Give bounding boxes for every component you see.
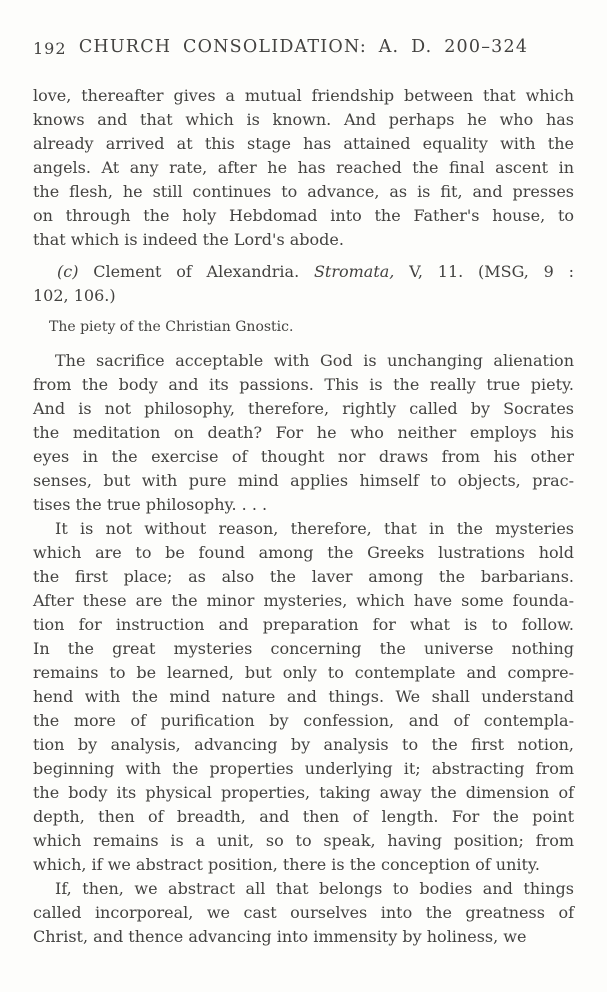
paragraph-continuation [33, 84, 574, 252]
text-line: depth, then of breadth, and then of length. For the point [33, 807, 574, 826]
text-line: the flesh, he still continues to advance, as is fit, and presses [33, 182, 574, 201]
citation-prefix: Clement of Alexandria. [78, 262, 314, 281]
text-line: the meditation on death? For he who neither employs his [33, 423, 574, 442]
page-header [33, 37, 574, 61]
paragraph-sacrifice [33, 349, 574, 517]
text-line: beginning with the properties underlying it; abstracting from [33, 759, 574, 778]
text-line: tion for instruction and preparation for what is to follow. [33, 615, 574, 634]
section-caption: The piety of the Christian Gnostic. [49, 319, 294, 335]
text-line: If, then, we abstract all that belongs to bodies and things [55, 879, 574, 898]
page-number: 192 [33, 39, 67, 58]
text-line: the body its physical properties, taking away the dimension of [33, 783, 574, 802]
text-line: tises the true philosophy. . . . [33, 495, 268, 514]
work-title: Stromata, [313, 262, 395, 281]
text-line: eyes in the exercise of thought nor draws from his other [33, 447, 574, 466]
text-line: senses, but with pure mind applies himself to objects, prac- [33, 471, 574, 490]
text-line: which, if we abstract position, there is the conception of unity. [33, 855, 540, 874]
text-line: hend with the mind nature and things. We shall understand [33, 687, 574, 706]
text-line: knows and that which is known. And perhaps he who has [33, 110, 574, 129]
text-line: tion by analysis, advancing by analysis to the first notion, [33, 735, 574, 754]
citation-line-2: 102, 106.) [33, 286, 116, 305]
text-line: The sacrifice acceptable with God is unchanging alienation [55, 351, 574, 370]
text-line: angels. At any rate, after he has reached the final ascent in [33, 158, 574, 177]
text-line: from the body and its passions. This is the really true piety. [33, 375, 574, 394]
text-line: which remains is a unit, so to speak, having position; from [33, 831, 574, 850]
text-line: And is not philosophy, therefore, rightly called by Socrates [33, 399, 574, 418]
text-line: In the great mysteries concerning the universe nothing [33, 639, 574, 658]
text-line: remains to be learned, but only to contemplate and compre- [33, 663, 574, 682]
citation-line-1 [33, 260, 574, 284]
paragraph-abstraction [33, 877, 574, 949]
text-line: After these are the minor mysteries, which have some founda- [33, 591, 574, 610]
running-title: CHURCH CONSOLIDATION: A. D. 200–324 [78, 37, 529, 57]
citation-marker: (c) [57, 262, 79, 281]
text-line: which are to be found among the Greeks lustrations hold [33, 543, 574, 562]
citation-suffix: V, 11. (MSG, 9 : [394, 262, 574, 281]
text-line: It is not without reason, therefore, that in the mysteries [55, 519, 574, 538]
citation-block [33, 260, 574, 308]
text-line: the first place; as also the laver among the barbarians. [33, 567, 574, 586]
paragraph-mysteries [33, 517, 574, 877]
text-line: Christ, and thence advancing into immensity by holiness, we [33, 927, 527, 946]
text-line: the more of purification by confession, and of contempla- [33, 711, 574, 730]
page-body [33, 84, 574, 949]
text-line: already arrived at this stage has attained equality with the [33, 134, 574, 153]
text-line: that which is indeed the Lord's abode. [33, 230, 344, 249]
text-line: love, thereafter gives a mutual friendship between that which [33, 86, 574, 105]
text-line: called incorporeal, we cast ourselves into the greatness of [33, 903, 574, 922]
text-line: on through the holy Hebdomad into the Father's house, to [33, 206, 574, 225]
